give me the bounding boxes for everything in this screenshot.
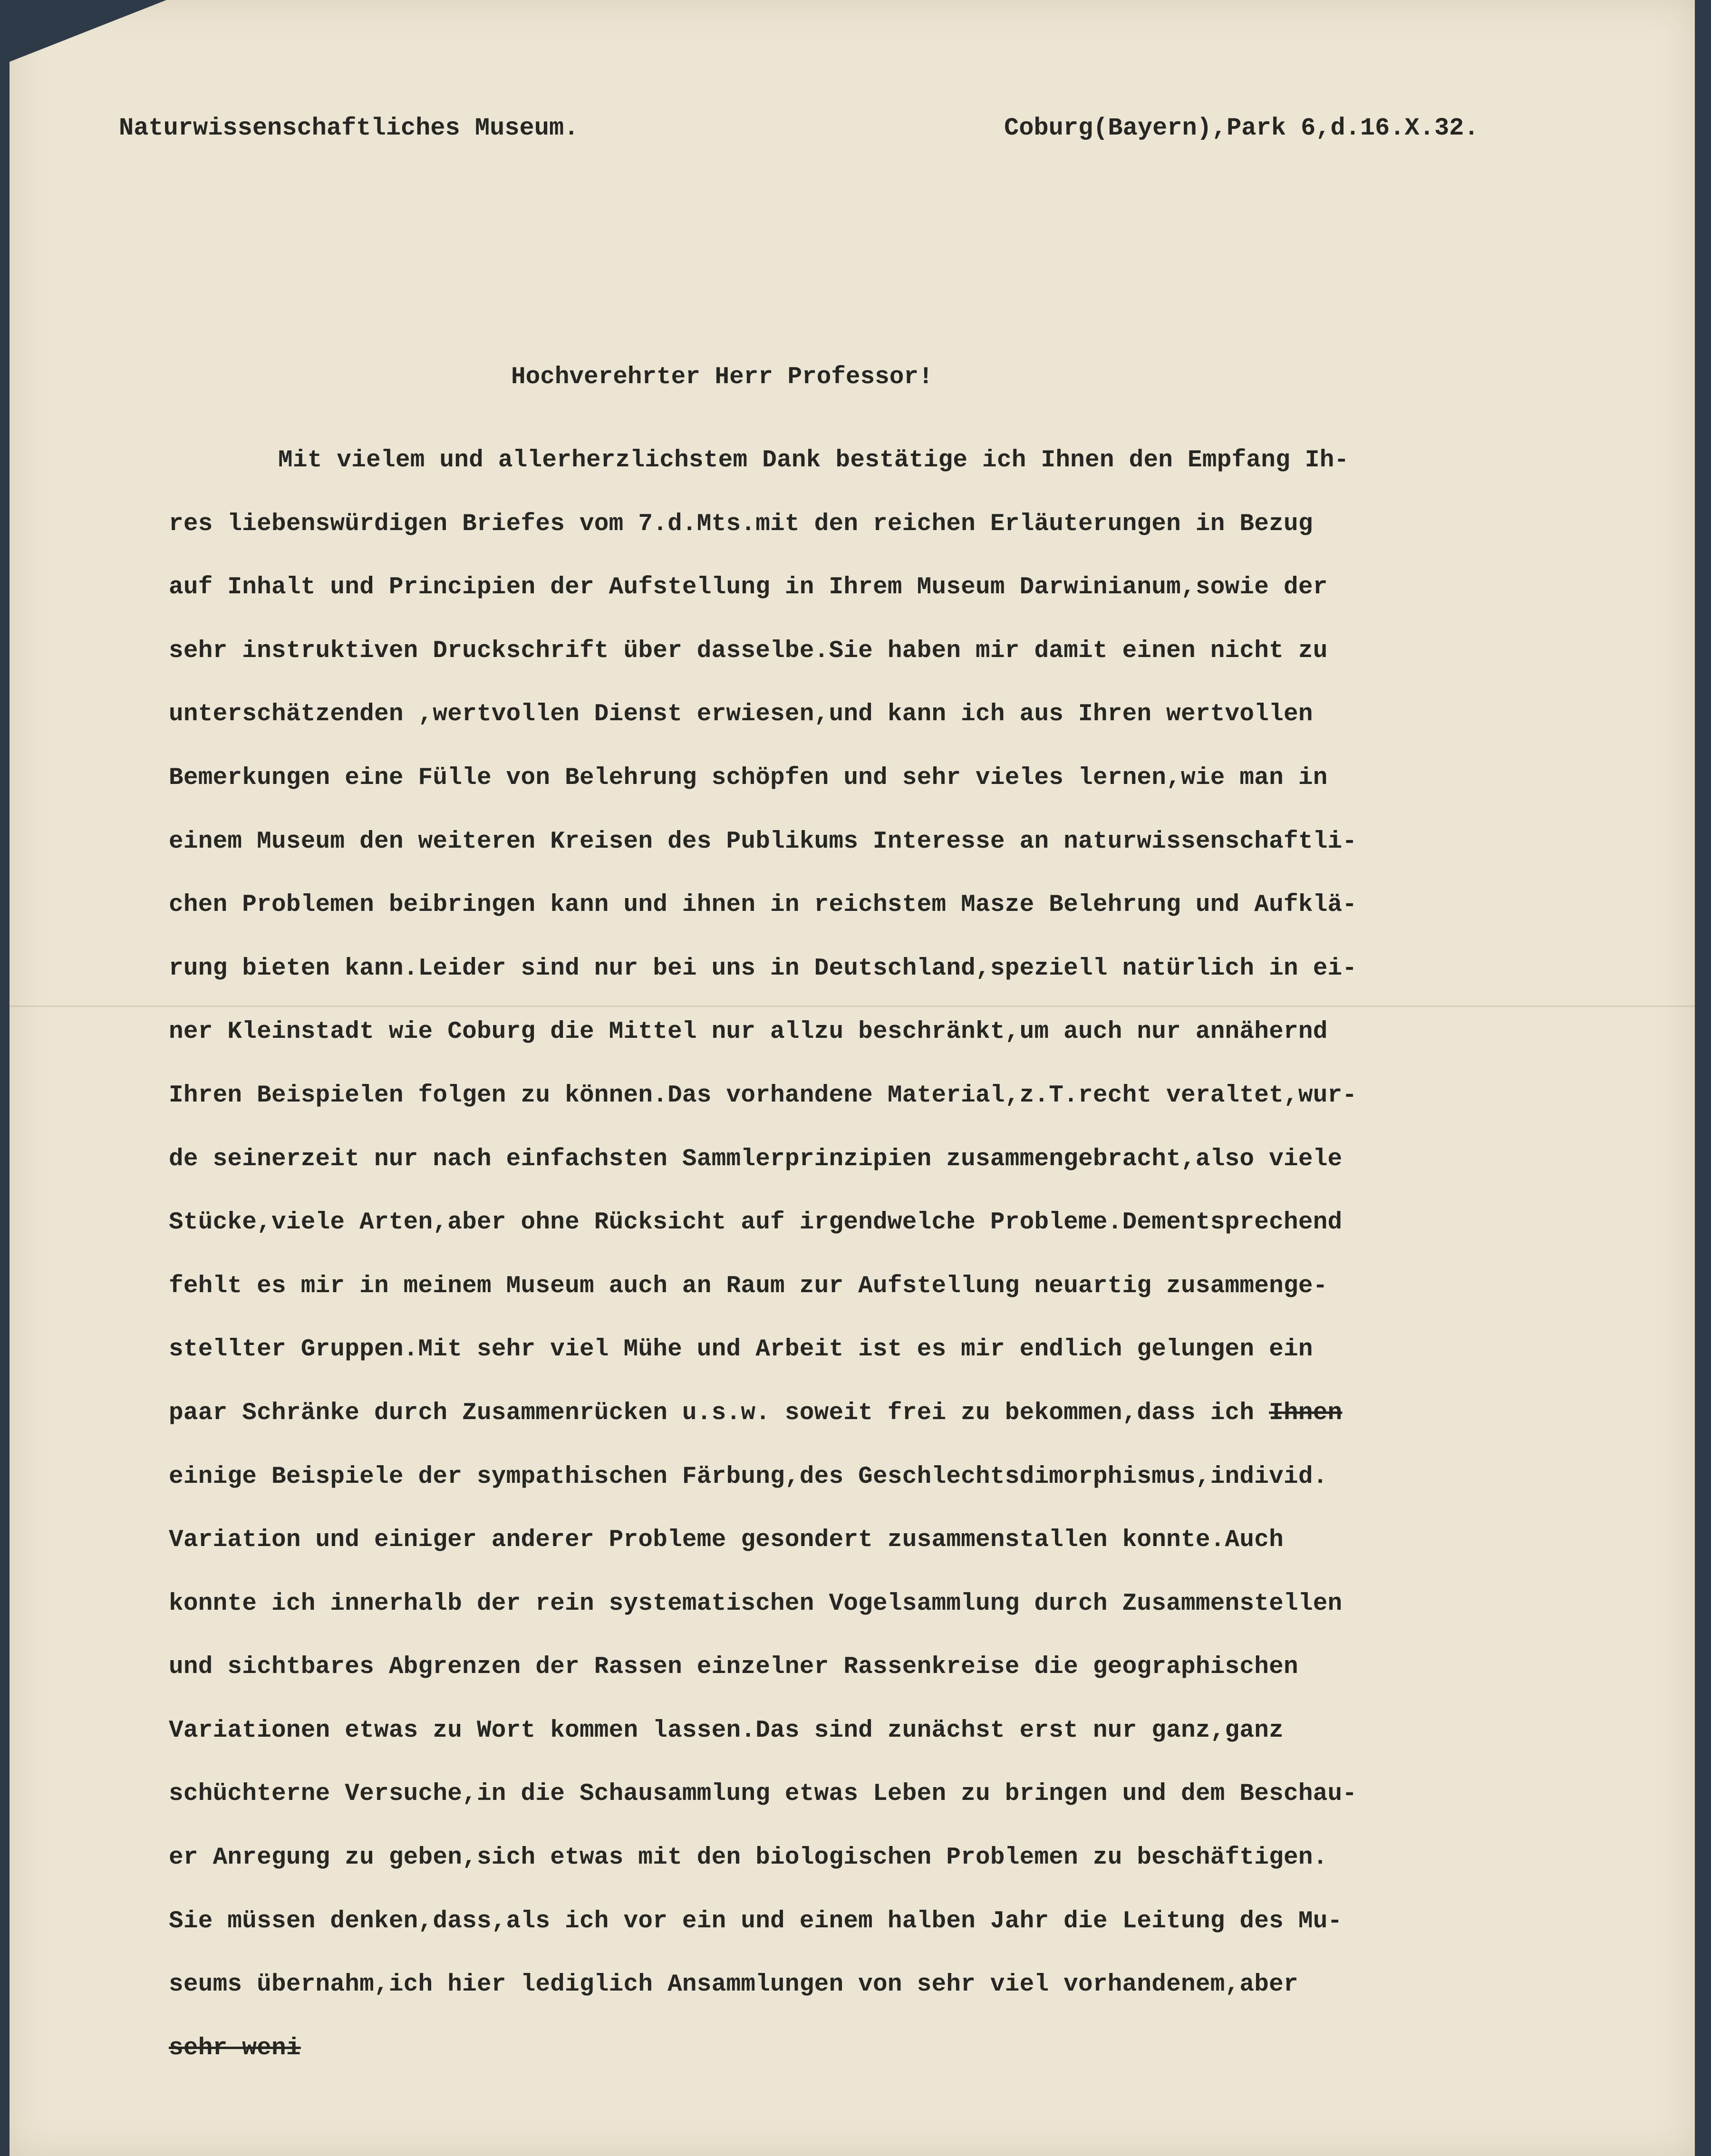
- body-line: rung bieten kann.Leider sind nur bei uns in Deutschland,speziell natürlich in ei-: [169, 955, 1357, 982]
- body-line: Stücke,viele Arten,aber ohne Rücksicht auf irgendwelche Probleme.Dementsprechend: [169, 1209, 1343, 1237]
- letterhead-institution: Naturwissenschaftliches Museum.: [119, 114, 579, 142]
- body-line: fehlt es mir in meinem Museum auch an Raum zur Aufstellung neuartig zusammenge-: [169, 1272, 1328, 1300]
- struck-last-line: [169, 2017, 1690, 2080]
- body-line: seums übernahm,ich hier lediglich Ansammlungen von sehr viel vorhandenem,aber: [169, 1971, 1298, 1999]
- body-line: schüchterne Versuche,in die Schausammlung etwas Leben zu bringen und dem Beschau-: [169, 1780, 1357, 1808]
- body-line: ner Kleinstadt wie Coburg die Mittel nur allzu beschränkt,um auch nur annähernd: [169, 1018, 1328, 1046]
- body-line: sehr instruktiven Druckschrift über dasselbe.Sie haben mir damit einen nicht zu: [169, 637, 1328, 665]
- body-line: de seinerzeit nur nach einfachsten Sammlerprinzipien zusammengebracht,also viele: [169, 1145, 1343, 1173]
- body-line-with-strikeout: [169, 1382, 1690, 1445]
- body-line: Ihren Beispielen folgen zu können.Das vorhandene Material,z.T.recht veraltet,wur-: [169, 1082, 1357, 1109]
- background-edge: [1695, 0, 1711, 2156]
- body-line: auf Inhalt und Principien der Aufstellung in Ihrem Museum Darwinianum,sowie der: [169, 574, 1328, 601]
- struck-word: Ihnen: [1269, 1399, 1343, 1427]
- body-line: Bemerkungen eine Fülle von Belehrung schöpfen und sehr vieles lernen,wie man in: [169, 764, 1328, 792]
- body-line: Sie müssen denken,dass,als ich vor ein und einem halben Jahr die Leitung des Mu-: [169, 1907, 1343, 1935]
- body-line: chen Problemen beibringen kann und ihnen in reichstem Masze Belehrung und Aufklä-: [169, 891, 1357, 919]
- body-line: konnte ich innerhalb der rein systematischen Vogelsammlung durch Zusammenstellen: [169, 1590, 1343, 1617]
- body-line: und sichtbares Abgrenzen der Rassen einzelner Rassenkreise die geographischen: [169, 1653, 1298, 1681]
- body-line: einige Beispiele der sympathischen Färbung,des Geschlechtsdimorphismus,individ.: [169, 1463, 1328, 1490]
- letter-salutation: Hochverehrter Herr Professor!: [511, 364, 933, 391]
- body-line-text: paar Schränke durch Zusammenrücken u.s.w. soweit frei zu bekommen,dass ich: [169, 1399, 1255, 1427]
- letter-place-date: Coburg(Bayern),Park 6,d.16.X.32.: [1004, 114, 1479, 142]
- body-line: Variationen etwas zu Wort kommen lassen.Das sind zunächst erst nur ganz,ganz: [169, 1717, 1284, 1744]
- body-line: stellter Gruppen.Mit sehr viel Mühe und Arbeit ist es mir endlich gelungen ein: [169, 1336, 1313, 1363]
- body-line: einem Museum den weiteren Kreisen des Publikums Interesse an naturwissenschaftli-: [169, 828, 1357, 855]
- body-line: Variation und einiger anderer Probleme gesondert zusammenstallen konnte.Auch: [169, 1527, 1284, 1554]
- body-line: res liebenswürdigen Briefes vom 7.d.Mts.mit den reichen Erläuterungen in Bezug: [169, 510, 1313, 538]
- body-line: unterschätzenden ,wertvollen Dienst erwiesen,und kann ich aus Ihren wertvollen: [169, 701, 1313, 728]
- torn-corner: [10, 0, 166, 62]
- body-line: er Anregung zu geben,sich etwas mit den biologischen Problemen zu beschäftigen.: [169, 1844, 1328, 1872]
- letter-body: [169, 429, 1690, 2080]
- struck-text: sehr weni: [169, 2034, 301, 2062]
- body-line: Mit vielem und allerherzlichstem Dank bestätige ich Ihnen den Empfang Ih-: [278, 447, 1349, 474]
